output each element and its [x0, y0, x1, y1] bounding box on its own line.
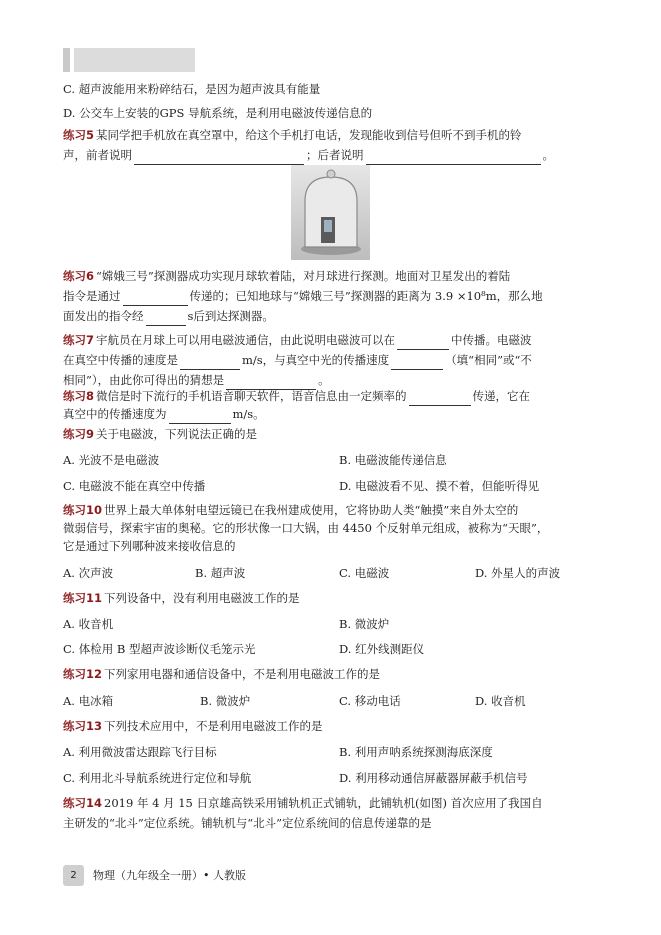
exercise-6-line-3: 面发出的指令经 s后到达探测器。	[63, 306, 274, 326]
exercise-12-question: 练习12 下列家用电器和通信设备中，不是利用电磁波工作的是	[63, 667, 381, 681]
exercise-9-option-c[interactable]: C. 电磁波不能在真空中传播	[63, 479, 206, 493]
exercise-9-label: 练习9	[63, 427, 95, 441]
answer-blank[interactable]	[391, 355, 443, 370]
exercise-5-line-2: 声，前者说明 ；后者说明 。	[63, 145, 554, 165]
exercise-13-option-b[interactable]: B. 利用声呐系统探测海底深度	[339, 745, 493, 759]
exercise-9-option-d[interactable]: D. 电磁波看不见、摸不着，但能听得见	[339, 479, 540, 493]
exercise-14-label: 练习14	[63, 796, 103, 810]
answer-blank[interactable]	[123, 291, 188, 306]
exercise-14-line-2: 主研发的“北斗”定位系统。铺轨机与“北斗”定位系统间的信息传递靠的是	[63, 816, 432, 830]
exercise-11-option-b[interactable]: B. 微波炉	[339, 617, 390, 631]
exercise-6-line-1: 练习6 “嫦娥三号”探测器成功实现月球软着陆，对月球进行探测。地面对卫星发出的着陆	[63, 269, 511, 283]
exercise-14-line-1: 练习14 2019 年 4 月 15 日京雄高铁采用铺轨机正式铺轨，此铺轨机(如图) 首次应用了我国自	[63, 796, 543, 810]
option-c-line: C. 超声波能用来粉碎结石，是因为超声波具有能量	[63, 82, 321, 96]
exercise-8-line-1: 练习8 微信是时下流行的手机语音聊天软件，语音信息由一定频率的 传递，它在	[63, 386, 530, 406]
answer-blank[interactable]	[409, 391, 471, 406]
exercise-7-line-3: 相同”），由此你可得出的猜想是 。	[63, 370, 330, 390]
exercise-12-option-b[interactable]: B. 微波炉	[200, 694, 251, 708]
exercise-13-option-c[interactable]: C. 利用北斗导航系统进行定位和导航	[63, 771, 252, 785]
answer-blank[interactable]	[180, 355, 240, 370]
header-bar	[74, 48, 195, 72]
exercise-10-option-a[interactable]: A. 次声波	[63, 566, 114, 580]
exercise-11-option-c[interactable]: C. 体检用 B 型超声波诊断仪毛笼示光	[63, 642, 256, 656]
exercise-12-option-a[interactable]: A. 电冰箱	[63, 694, 114, 708]
exercise-10-label: 练习10	[63, 503, 103, 517]
exercise-11-option-a[interactable]: A. 收音机	[63, 617, 114, 631]
exercise-7-line-1: 练习7 宇航员在月球上可以用电磁波通信，由此说明电磁波可以在 中传播。电磁波	[63, 330, 532, 350]
exercise-10-line-2: 微弱信号，探索宇宙的奥秘。它的形状像一口大锅，由 4450 个反射单元组成，被称为“天眼”，	[63, 521, 549, 535]
exercise-6-label: 练习6	[63, 269, 95, 283]
exercise-9-question: 练习9 关于电磁波，下列说法正确的是	[63, 427, 258, 441]
exercise-5-line-1: 练习5 某同学把手机放在真空罩中，给这个手机打电话，发现能收到信号但听不到手机的铃	[63, 128, 522, 142]
exercise-12-option-c[interactable]: C. 移动电话	[339, 694, 401, 708]
answer-blank[interactable]	[366, 150, 541, 165]
exercise-11-option-d[interactable]: D. 红外线测距仪	[339, 642, 425, 656]
footer-book-title: 物理（九年级全一册）• 人教版	[93, 869, 246, 882]
exercise-9-option-a[interactable]: A. 光波不是电磁波	[63, 453, 160, 467]
header-marker	[63, 48, 70, 72]
exercise-12-option-d[interactable]: D. 收音机	[475, 694, 526, 708]
exercise-10-line-1: 练习10 世界上最大单体射电望远镜已在我州建成使用，它将协助人类“触摸”来自外太空的	[63, 503, 519, 517]
answer-blank[interactable]	[397, 335, 449, 350]
page-number: 2	[63, 865, 84, 886]
exercise-11-label: 练习11	[63, 591, 103, 605]
exercise-10-line-3: 它是通过下列哪种波来接收信息的	[63, 539, 236, 553]
answer-blank[interactable]	[146, 311, 186, 326]
exercise-13-option-a[interactable]: A. 利用微波雷达跟踪飞行目标	[63, 745, 217, 759]
exercise-7-line-2: 在真空中传播的速度是 m/s，与真空中光的传播速度 （填“相同”或“不	[63, 350, 532, 370]
exercise-13-question: 练习13 下列技术应用中，不是利用电磁波工作的是	[63, 719, 323, 733]
exercise-7-label: 练习7	[63, 333, 95, 347]
exercise-10-option-c[interactable]: C. 电磁波	[339, 566, 390, 580]
exercise-10-option-b[interactable]: B. 超声波	[195, 566, 246, 580]
exercise-10-option-d[interactable]: D. 外星人的声波	[475, 566, 561, 580]
exercise-13-label: 练习13	[63, 719, 103, 733]
exercise-6-line-2: 指令是通过 传递的；已知地球与“嫦娥三号”探测器的距离为 3.9 ×10⁸m，那么地	[63, 286, 543, 306]
bell-jar-figure	[291, 165, 370, 260]
answer-blank[interactable]	[134, 150, 304, 165]
exercise-8-label: 练习8	[63, 389, 95, 403]
exercise-8-line-2: 真空中的传播速度为 m/s。	[63, 404, 265, 424]
answer-blank[interactable]	[169, 409, 231, 424]
exercise-11-question: 练习11 下列设备中，没有利用电磁波工作的是	[63, 591, 300, 605]
exercise-9-option-b[interactable]: B. 电磁波能传递信息	[339, 453, 447, 467]
exercise-12-label: 练习12	[63, 667, 103, 681]
option-d-line: D. 公交车上安装的GPS 导航系统，是利用电磁波传递信息的	[63, 106, 373, 120]
exercise-13-option-d[interactable]: D. 利用移动通信屏蔽器屏蔽手机信号	[339, 771, 528, 785]
exercise-5-label: 练习5	[63, 128, 95, 142]
